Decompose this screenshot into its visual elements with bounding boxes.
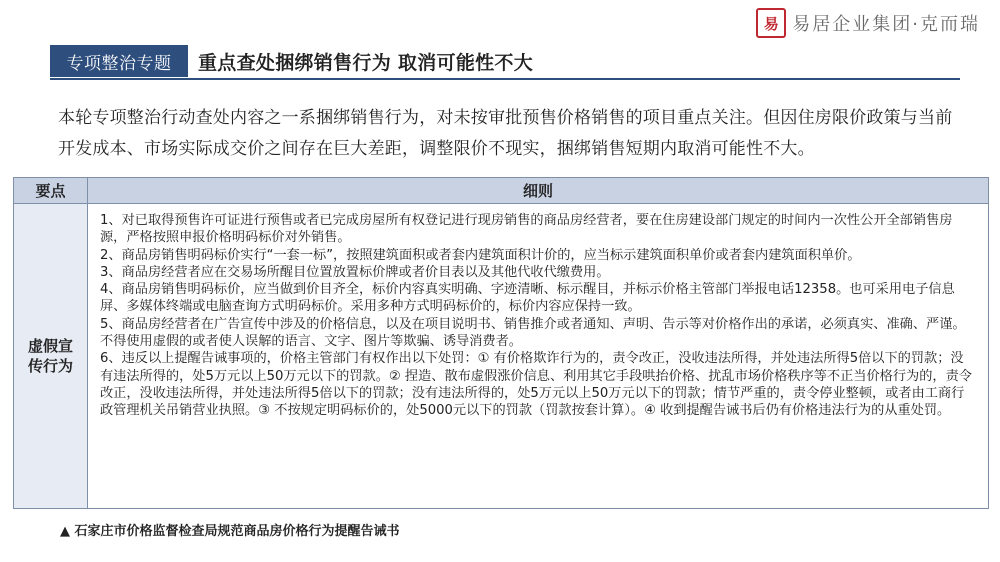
header-divider <box>50 78 960 80</box>
brand-seal-icon: 易 <box>756 8 786 38</box>
section-tag: 专项整治专题 <box>50 45 188 77</box>
row-key-label: 虚假宣传行为 <box>27 337 73 375</box>
rule-item-4: 4、商品房销售明码标价，应当做到价目齐全，标价内容真实明确、字迹清晰、标示醒目，并标示价格主管部门举报电话12358。也可采用电子信息屏、多媒体终端或电脑查询方式明码标价。采用多种方式明码标价的，标价内容应保持一致。 <box>100 282 955 315</box>
rule-item-3: 3、商品房经营者应在交易场所醒目位置放置标价牌或者价目表以及其他代收代缴费用。 <box>100 264 610 280</box>
brand-name: 易居企业集团·克而瑞 <box>792 14 980 35</box>
rule-item-1: 1、对已取得预售许可证进行预售或者已完成房屋所有权登记进行现房销售的商品房经营者，要在住房建设部门规定的时间内一次性公开全部销售房源，严格按照申报价格明码标价对外销售。 <box>100 213 953 246</box>
header-detail: 细则 <box>522 182 553 200</box>
figure-caption: ▲ 石家庄市价格监督检查局规范商品房价格行为提醒告诫书 <box>60 524 400 539</box>
page-title: 重点查处捆绑销售行为 取消可能性不大 <box>198 51 534 74</box>
brand-logo <box>756 8 980 38</box>
row-key-cell <box>14 204 88 508</box>
rule-item-6: 6、违反以上提醒告诫事项的，价格主管部门有权作出以下处罚：① 有价格欺诈行为的，责令改正，没收违法所得，并处违法所得5倍以下的罚款；没有违法所得的，处5万元以上50万元以下的罚款。② 捏造、散布虚假涨价信息、利用其它手段哄抬价格、扰乱市场价格秩序等不正当价格行为的，责令改正，没收违法所得，并处违法所得5倍以下的罚款；没有违法所得的，处5万元以上50万元以下的罚款；情节严重的，责令停业整顿，或者由工商行政管理机关吊销营业执照。③ 不按规定明码标价的，处5000元以下的罚款（罚款按套计算）。④ 收到提醒告诫书后仍有价格违法行为的从重处罚。 <box>100 351 972 419</box>
rule-item-5: 5、商品房经营者在广告宣传中涉及的价格信息，以及在项目说明书、销售推介或者通知、声明、告示等对价格作出的承诺，必须真实、准确、严谨。不得使用虚假的或者使人误解的语言、文字、图片等欺骗、诱导消费者。 <box>100 316 966 350</box>
rule-item-2: 2、商品房销售明码标价实行“一套一标”，按照建筑面积或者套内建筑面积计价的，应当标示建筑面积单价或者套内建筑面积单价。 <box>100 247 861 263</box>
header-key: 要点 <box>14 178 88 203</box>
table-header <box>14 178 988 204</box>
rules-table <box>13 177 989 509</box>
row-detail-cell <box>100 212 976 504</box>
intro-paragraph: 本轮专项整治行动查处内容之一系捆绑销售行为，对未按审批预售价格销售的项目重点关注。但因住房限价政策与当前开发成本、市场实际成交价之间存在巨大差距，调整限价不现实，捆绑销售短期内取消可能性不大。 <box>58 108 953 159</box>
